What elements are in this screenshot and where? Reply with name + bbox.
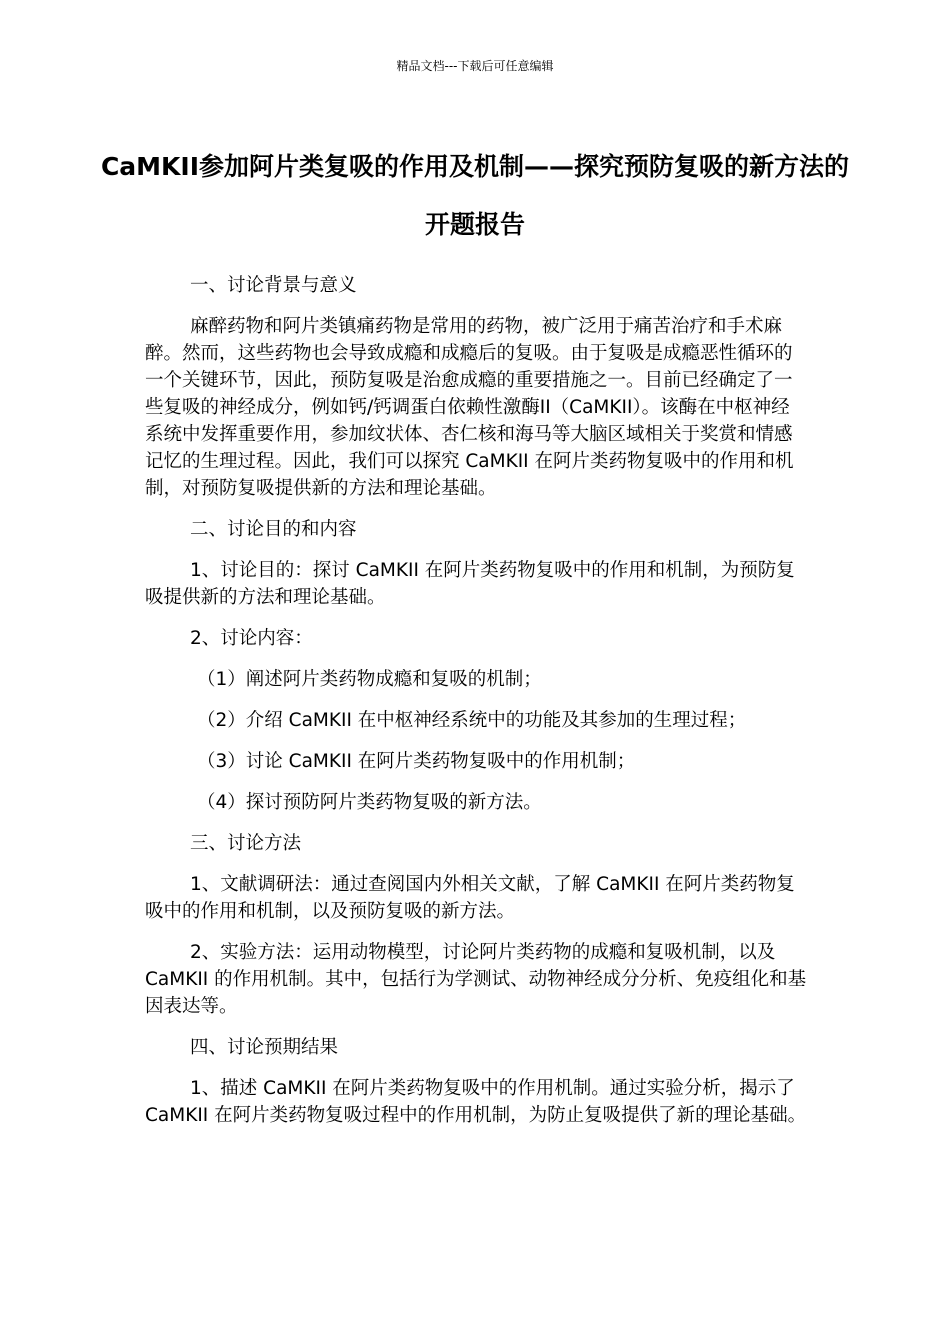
paragraph: 麻醉药物和阿片类镇痛药物是常用的药物，被广泛用于痛苦治疗和手术麻醉。然而，这些药物也会导致成瘾和成瘾后的复吸。由于复吸是成瘾恶性循环的一个关键环节，因此，预防复吸是治愈成瘾的重要措施之一。目前已经确定了一些复吸的神经成分，例如钙/钙调蛋白依赖性激酶II（CaMKII）。该酶在中枢神经系统中发挥重要作用，参加纹状体、杏仁核和海马等大脑区域相关于奖赏和情感记忆的生理过程。因此，我们可以探究 CaMKII 在阿片类药物复吸中的作用和机制，对预防复吸提供新的方法和理论基础。	[145, 316, 794, 499]
document-body	[145, 272, 807, 1143]
section-heading: 三、讨论方法	[190, 833, 302, 854]
page-header: 精品文档---下载后可任意编辑	[396, 59, 554, 73]
list-item: （4）探讨预防阿片类药物复吸的新方法。	[197, 792, 542, 813]
list-item: （2）介绍 CaMKII 在中枢神经系统中的功能及其参加的生理过程；	[197, 710, 747, 731]
section-heading: 一、讨论背景与意义	[190, 275, 357, 296]
paragraph: 2、讨论内容：	[190, 628, 313, 649]
section-heading: 二、讨论目的和内容	[190, 519, 357, 540]
paragraph: 1、描述 CaMKII 在阿片类药物复吸中的作用机制。通过实验分析，揭示了 CaMKII 在阿片类药物复吸过程中的作用机制，为防止复吸提供了新的理论基础。	[145, 1078, 807, 1126]
paragraph: 1、讨论目的：探讨 CaMKII 在阿片类药物复吸中的作用和机制，为预防复吸提供新的方法和理论基础。	[145, 560, 795, 608]
list-item: （3）讨论 CaMKII 在阿片类药物复吸中的作用机制；	[197, 751, 636, 772]
list-item: （1）阐述阿片类药物成瘾和复吸的机制；	[197, 669, 542, 690]
paragraph: 1、文献调研法：通过查阅国内外相关文献，了解 CaMKII 在阿片类药物复吸中的作用和机制，以及预防复吸的新方法。	[145, 874, 795, 922]
paragraph: 2、实验方法：运用动物模型，讨论阿片类药物的成瘾和复吸机制，以及 CaMKII 的作用机制。其中，包括行为学测试、动物神经成分分析、免疫组化和基因表达等。	[145, 942, 807, 1017]
document-title: CaMKII参加阿片类复吸的作用及机制——探究预防复吸的新方法的开题报告	[100, 152, 850, 239]
section-heading: 四、讨论预期结果	[190, 1037, 339, 1058]
